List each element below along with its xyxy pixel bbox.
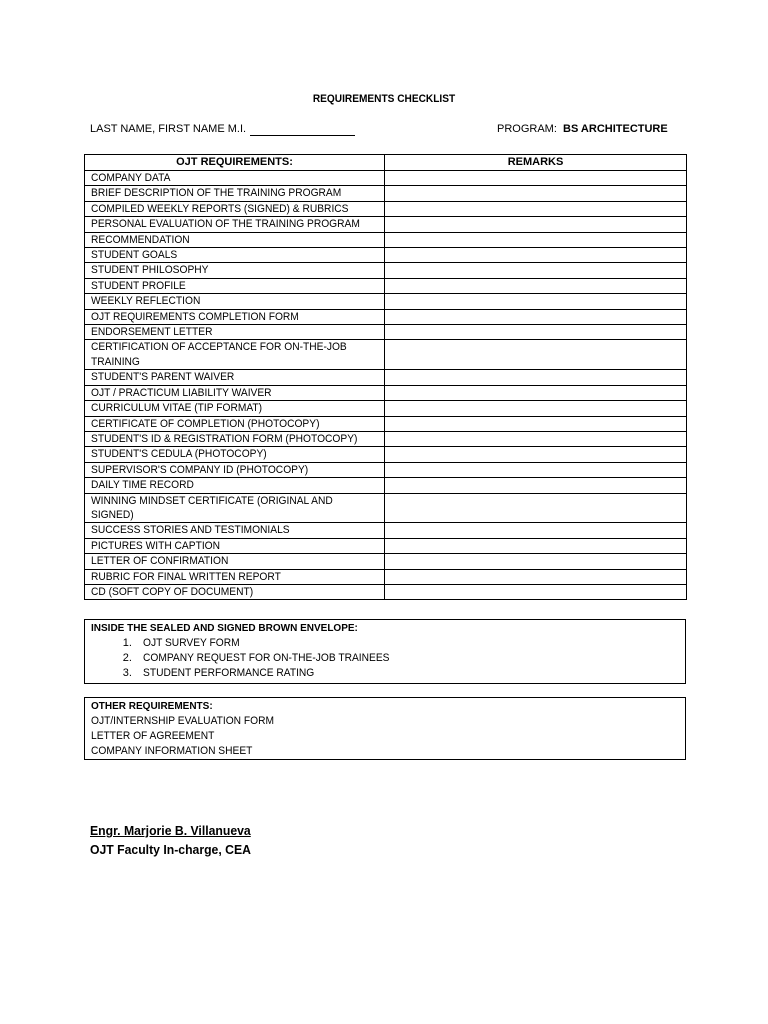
requirement-label: DAILY TIME RECORD	[91, 479, 194, 492]
requirement-label: PERSONAL EVALUATION OF THE TRAINING PROGRAM	[91, 218, 360, 231]
requirement-cell	[85, 309, 385, 324]
list-item: COMPANY INFORMATION SHEET	[91, 745, 253, 757]
envelope-list	[85, 636, 685, 683]
requirement-cell	[85, 478, 385, 493]
remarks-cell[interactable]	[385, 538, 687, 553]
list-item: 3. STUDENT PERFORMANCE RATING	[135, 666, 685, 681]
requirement-label: OJT REQUIREMENTS COMPLETION FORM	[91, 310, 299, 323]
requirement-label: STUDENT GOALS	[91, 249, 178, 262]
signatory-name: Engr. Marjorie B. Villanueva	[90, 823, 251, 838]
requirement-cell	[85, 325, 385, 340]
requirement-cell	[85, 554, 385, 569]
table-row	[85, 294, 687, 309]
table-row	[85, 217, 687, 232]
remarks-cell[interactable]	[385, 447, 687, 462]
remarks-cell[interactable]	[385, 294, 687, 309]
table-row	[85, 248, 687, 263]
requirement-label: BRIEF DESCRIPTION OF THE TRAINING PROGRAM	[91, 187, 342, 200]
table-row	[85, 401, 687, 416]
requirement-label: LETTER OF CONFIRMATION	[91, 555, 229, 568]
table-row	[85, 309, 687, 324]
signatory-title: OJT Faculty In-charge, CEA	[90, 842, 251, 857]
table-row	[85, 493, 687, 523]
remarks-cell[interactable]	[385, 309, 687, 324]
requirement-cell	[85, 186, 385, 201]
envelope-header: INSIDE THE SEALED AND SIGNED BROWN ENVELOPE:	[91, 623, 358, 634]
requirement-label: COMPILED WEEKLY REPORTS (SIGNED) & RUBRICS	[91, 202, 349, 215]
requirement-cell	[85, 248, 385, 263]
remarks-cell[interactable]	[385, 248, 687, 263]
requirement-cell	[85, 462, 385, 477]
requirement-label: PICTURES WITH CAPTION	[91, 539, 221, 552]
requirement-cell	[85, 370, 385, 385]
requirement-label: OJT / PRACTICUM LIABILITY WAIVER	[91, 386, 272, 399]
remarks-cell[interactable]	[385, 462, 687, 477]
table-row	[85, 340, 687, 370]
remarks-cell[interactable]	[385, 554, 687, 569]
table-row	[85, 523, 687, 538]
table-row	[85, 416, 687, 431]
document-title: REQUIREMENTS CHECKLIST	[312, 93, 456, 105]
remarks-cell[interactable]	[385, 431, 687, 446]
table-row	[85, 569, 687, 584]
remarks-cell[interactable]	[385, 416, 687, 431]
requirement-cell	[85, 431, 385, 446]
table-row	[85, 462, 687, 477]
list-item: LETTER OF AGREEMENT	[91, 730, 215, 742]
table-row	[85, 554, 687, 569]
requirement-cell	[85, 523, 385, 538]
requirement-cell	[85, 278, 385, 293]
name-label: LAST NAME, FIRST NAME M.I.	[90, 123, 247, 135]
requirement-cell	[85, 263, 385, 278]
table-row	[85, 171, 687, 186]
requirement-label: STUDENT PROFILE	[91, 279, 186, 292]
remarks-cell[interactable]	[385, 385, 687, 400]
requirement-cell	[85, 385, 385, 400]
other-requirements-box	[84, 697, 686, 760]
list-item: 1. OJT SURVEY FORM	[135, 636, 685, 651]
column-header-remarks: REMARKS	[385, 155, 687, 171]
requirement-label: CURRICULUM VITAE (TIP FORMAT)	[91, 402, 263, 415]
remarks-cell[interactable]	[385, 201, 687, 216]
table-row	[85, 385, 687, 400]
requirement-label: ENDORSEMENT LETTER	[91, 326, 213, 339]
requirement-cell	[85, 416, 385, 431]
table-row	[85, 186, 687, 201]
remarks-cell[interactable]	[385, 263, 687, 278]
requirement-label: STUDENT'S PARENT WAIVER	[91, 371, 235, 384]
requirement-cell	[85, 201, 385, 216]
table-row	[85, 431, 687, 446]
remarks-cell[interactable]	[385, 232, 687, 247]
requirement-label: WEEKLY REFLECTION	[91, 295, 201, 308]
table-row	[85, 201, 687, 216]
table-row	[85, 584, 687, 599]
requirement-cell	[85, 217, 385, 232]
requirement-label: CD (SOFT COPY OF DOCUMENT)	[91, 585, 254, 598]
table-row	[85, 278, 687, 293]
requirement-label: RUBRIC FOR FINAL WRITTEN REPORT	[91, 570, 281, 583]
header-fields	[90, 123, 670, 139]
requirement-label: COMPANY DATA	[91, 172, 171, 184]
table-row	[85, 232, 687, 247]
remarks-cell[interactable]	[385, 401, 687, 416]
requirement-cell	[85, 493, 385, 523]
remarks-cell[interactable]	[385, 340, 687, 370]
name-blank-line	[250, 135, 355, 136]
remarks-cell[interactable]	[385, 493, 687, 523]
requirement-cell	[85, 447, 385, 462]
envelope-box	[84, 619, 686, 684]
requirements-table-body	[85, 171, 687, 600]
remarks-cell[interactable]	[385, 217, 687, 232]
requirement-cell	[85, 294, 385, 309]
requirements-table	[84, 154, 687, 600]
table-row	[85, 447, 687, 462]
table-row	[85, 538, 687, 553]
remarks-cell[interactable]	[385, 523, 687, 538]
program-value: BS ARCHITECTURE	[563, 123, 668, 135]
requirement-label: CERTIFICATION OF ACCEPTANCE FOR ON-THE-JOB TRAINING	[91, 341, 347, 368]
requirement-cell	[85, 232, 385, 247]
list-item: OJT/INTERNSHIP EVALUATION FORM	[91, 715, 275, 727]
table-row	[85, 263, 687, 278]
remarks-cell[interactable]	[385, 478, 687, 493]
other-requirements-header: OTHER REQUIREMENTS:	[91, 701, 213, 712]
table-row	[85, 370, 687, 385]
signature-block	[90, 821, 261, 859]
table-row	[85, 325, 687, 340]
remarks-cell[interactable]	[385, 325, 687, 340]
requirement-label: WINNING MINDSET CERTIFICATE (ORIGINAL AND SIGNED)	[91, 494, 333, 521]
remarks-cell[interactable]	[385, 569, 687, 584]
remarks-cell[interactable]	[385, 186, 687, 201]
remarks-cell[interactable]	[385, 584, 687, 599]
requirement-label: RECOMMENDATION	[91, 233, 190, 246]
requirement-cell	[85, 538, 385, 553]
requirement-label: STUDENT'S CEDULA (PHOTOCOPY)	[91, 448, 267, 461]
requirement-cell	[85, 569, 385, 584]
requirement-label: SUPERVISOR'S COMPANY ID (PHOTOCOPY)	[91, 463, 309, 476]
requirement-cell	[85, 171, 385, 186]
requirement-cell	[85, 401, 385, 416]
program-label: PROGRAM:	[497, 123, 557, 135]
list-item: 2. COMPANY REQUEST FOR ON-THE-JOB TRAINEES	[135, 651, 685, 666]
column-header-requirements: OJT REQUIREMENTS:	[85, 155, 385, 171]
remarks-cell[interactable]	[385, 171, 687, 186]
requirement-cell	[85, 584, 385, 599]
requirement-label: CERTIFICATE OF COMPLETION (PHOTOCOPY)	[91, 417, 320, 430]
remarks-cell[interactable]	[385, 278, 687, 293]
requirement-label: STUDENT PHILOSOPHY	[91, 264, 209, 277]
remarks-cell[interactable]	[385, 370, 687, 385]
table-header-row	[85, 155, 687, 171]
table-row	[85, 478, 687, 493]
requirement-cell	[85, 340, 385, 370]
requirement-label: STUDENT'S ID & REGISTRATION FORM (PHOTOCOPY)	[91, 432, 358, 445]
requirement-label: SUCCESS STORIES AND TESTIMONIALS	[91, 524, 290, 537]
